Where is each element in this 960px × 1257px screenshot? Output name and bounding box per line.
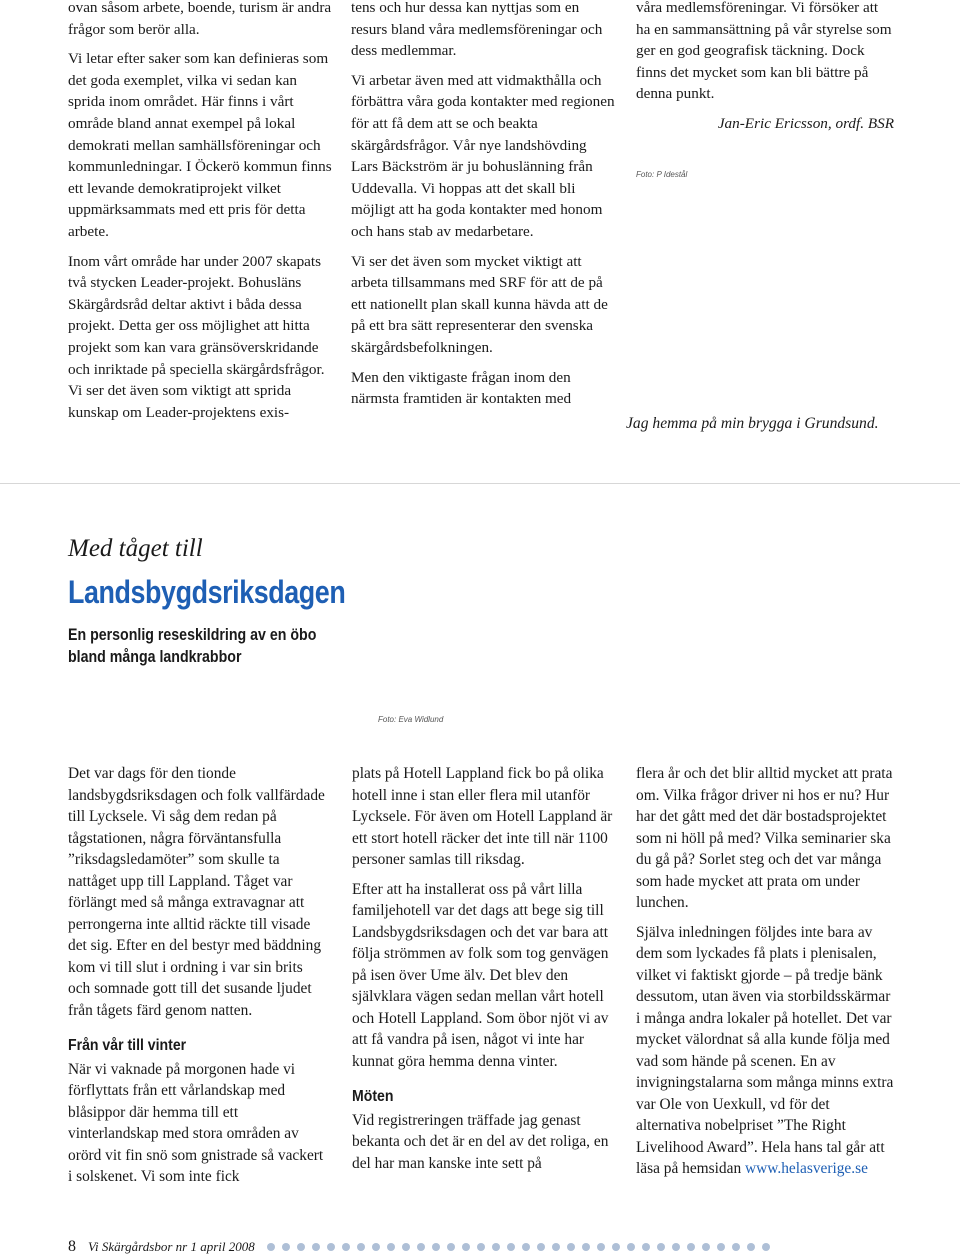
paragraph: plats på Hotell Lappland fick bo på olika hotell inne i stan eller flera mil utanför Lycksele. För även om Hotell Lappland är ett stort hotell räcker det inte till när 1100 personer samlas till riksdag. bbox=[352, 765, 613, 868]
dot-icon bbox=[687, 1243, 695, 1251]
paragraph: tens och hur dessa kan nyttjas som en resurs bland våra medlemsföreningar och dess medlemmar. bbox=[351, 0, 603, 60]
dot-icon bbox=[282, 1243, 290, 1251]
dot-icon bbox=[387, 1243, 395, 1251]
paragraph: Vi ser det även som mycket viktigt att arbeta tillsammans med SRF för att de på ett nationellt plan skall kunna hävda att de på ett bra sätt representerar den svenska skärgårdsbefolkningen. bbox=[351, 252, 608, 356]
paragraph: Vid registreringen träffade jag genast bekanta och det är en del av det roliga, en del har man kanske inte sett på bbox=[352, 1111, 609, 1172]
section-divider bbox=[0, 483, 960, 484]
dot-icon bbox=[597, 1243, 605, 1251]
paragraph: Vi letar efter saker som kan definieras som det goda exemplet, vilka vi sedan kan sprida inom området. Här finns i vårt område bland annat exempel på lokal demokrati mellan samhällsföreningar och kommunledningar. I Öckerö kommun finns ett levande demokratiprojekt vilket uppmärksammats med ett pris för detta arbete. bbox=[68, 50, 332, 240]
dot-icon bbox=[582, 1243, 590, 1251]
article-kicker: Med tåget till bbox=[68, 535, 203, 562]
paragraph: ovan såsom arbete, boende, turism är andra frågor som berör alla. bbox=[68, 0, 332, 38]
dot-icon bbox=[507, 1243, 515, 1251]
photo-credit: Foto: P Idestål bbox=[636, 170, 688, 179]
dot-icon bbox=[717, 1243, 725, 1251]
article-column-2 bbox=[352, 763, 614, 1174]
dot-icon bbox=[567, 1243, 575, 1251]
dot-icon bbox=[747, 1243, 755, 1251]
paragraph: våra medlemsföreningar. Vi försöker att ha en sammansättning på vår styrelse som ger en god geografisk täckning. Dock finns det mycket som kan bli bättre på denna punkt. bbox=[636, 0, 892, 103]
dot-icon bbox=[357, 1243, 365, 1251]
paragraph bbox=[636, 922, 894, 1180]
dot-icon bbox=[552, 1243, 560, 1251]
top-column-1 bbox=[68, 0, 333, 423]
dot-icon bbox=[477, 1243, 485, 1251]
dot-icon bbox=[657, 1243, 665, 1251]
article-subhead: En personlig reseskildring av en öbo bland många landkrabbor bbox=[68, 626, 317, 666]
paragraph: Efter att ha installerat oss på vårt lilla familjehotell var det dags att bege sig till Landsbygdsriksdagen och det var bara att följa strömmen av folk som tog genvägen på isen över Ume älv. Det blev den självklara vägen sedan mellan vårt hotell och Hotell Lappland. Som öbor njöt vi av att få vandra på isen, något vi inte har kunnat göra hemma denna vinter. bbox=[352, 880, 609, 1070]
dot-icon bbox=[447, 1243, 455, 1251]
dot-icon bbox=[402, 1243, 410, 1251]
dot-icon bbox=[492, 1243, 500, 1251]
dot-icon bbox=[267, 1243, 275, 1251]
author-signature: Jan-Eric Ericsson, ordf. BSR bbox=[717, 114, 894, 132]
dot-icon bbox=[762, 1243, 770, 1251]
paragraph-text: Själva inledningen följdes inte bara av dem som lyckades få plats i plenisalen, vilket vi faktiskt gjorde – på tredje bänk dessutom, utan även via storbildsskärmar i många andra lokaler på hotellet. Det var mycket välordnat så alla kunde följa med vad som hände på scenen. En av invigningstalarna som många minns extra var Ole von Uexkull, vd för det alternativa nobelpriset ”The Right Livelihood Award”. Hela hans tal går att läsa på hemsidan bbox=[636, 923, 894, 1177]
dot-icon bbox=[702, 1243, 710, 1251]
dot-icon bbox=[627, 1243, 635, 1251]
web-link[interactable]: www.helasverige.se bbox=[745, 1160, 868, 1177]
dot-icon bbox=[462, 1243, 470, 1251]
dot-icon bbox=[612, 1243, 620, 1251]
paragraph: När vi vaknade på morgonen hade vi förflyttats från ett vårlandskap med blåsippor där hemma till ett vinterlandskap med stora områden av orörd vit fin snö som gnistrade så vackert i solskenet. Vi som inte fick bbox=[68, 1060, 324, 1185]
dot-icon bbox=[417, 1243, 425, 1251]
article-column-3 bbox=[636, 763, 894, 1180]
section-heading: Möten bbox=[352, 1088, 394, 1105]
page-number: 8 bbox=[68, 1238, 76, 1255]
top-column-2 bbox=[351, 0, 616, 410]
photo-caption: Jag hemma på min brygga i Grundsund. bbox=[626, 415, 879, 432]
decorative-dots bbox=[267, 1243, 770, 1251]
dot-icon bbox=[522, 1243, 530, 1251]
page-footer bbox=[68, 1238, 770, 1256]
section-heading: Från vår till vinter bbox=[68, 1037, 187, 1054]
dot-icon bbox=[327, 1243, 335, 1251]
paragraph: Inom vårt område har under 2007 skapats två stycken Leader-projekt. Bohusläns Skärgårdsråd deltar aktivt i båda dessa projekt. Detta ger oss möjlighet att hitta projekt som kan vara gränsöverskridande och inriktade på speciella skärgårdsfrågor. Vi ser det även som viktigt att sprida kunskap om Leader-projektens exis- bbox=[68, 252, 325, 421]
publication-title: Vi Skärgårdsbor nr 1 april 2008 bbox=[88, 1239, 255, 1254]
article-column-1 bbox=[68, 763, 326, 1188]
dot-icon bbox=[732, 1243, 740, 1251]
dot-icon bbox=[342, 1243, 350, 1251]
dot-icon bbox=[372, 1243, 380, 1251]
dot-icon bbox=[672, 1243, 680, 1251]
paragraph: Vi arbetar även med att vidmakthålla och förbättra våra goda kontakter med regionen för att få dem att se och beakta skärgårdsfrågor. Vår nye landshövding Lars Bäckström är ju bohuslänning från Uddevalla. Vi hoppas att det skall bli möjligt att ha goda kontakter med honom och hans stab av medarbetare. bbox=[351, 71, 615, 240]
dot-icon bbox=[537, 1243, 545, 1251]
paragraph: flera år och det blir alltid mycket att prata om. Vilka frågor driver ni hos er nu? Hur har det gått med det där bostadsprojektet som ni höll på med? Vilka seminarier ska du gå på? Sorlet steg och det var många som hade mycket att prata om under lunchen. bbox=[636, 765, 893, 911]
dot-icon bbox=[432, 1243, 440, 1251]
photo-credit: Foto: Eva Widlund bbox=[378, 715, 444, 724]
dot-icon bbox=[642, 1243, 650, 1251]
dot-icon bbox=[297, 1243, 305, 1251]
top-column-3 bbox=[636, 0, 894, 135]
dot-icon bbox=[312, 1243, 320, 1251]
article-headline: Landsbygdsriksdagen bbox=[68, 574, 346, 610]
paragraph: Det var dags för den tionde landsbygdsriksdagen och folk vallfärdade till Lycksele. Vi såg dem redan på tågstationen, några förväntansfulla ”riksdagsledamöter” som skulle ta nattåget upp till Lappland. Tåget var förlängt med så många extravagnar att perrongerna inte alltid räckte till visade det sig. Efter en del bestyr med bäddning kom vi till slut i ordning i var sin brits och somnade gott till det susande ljudet från tågets färd genom natten. bbox=[68, 765, 325, 1019]
paragraph: Men den viktigaste frågan inom den närmsta framtiden är kontakten med bbox=[351, 368, 572, 408]
